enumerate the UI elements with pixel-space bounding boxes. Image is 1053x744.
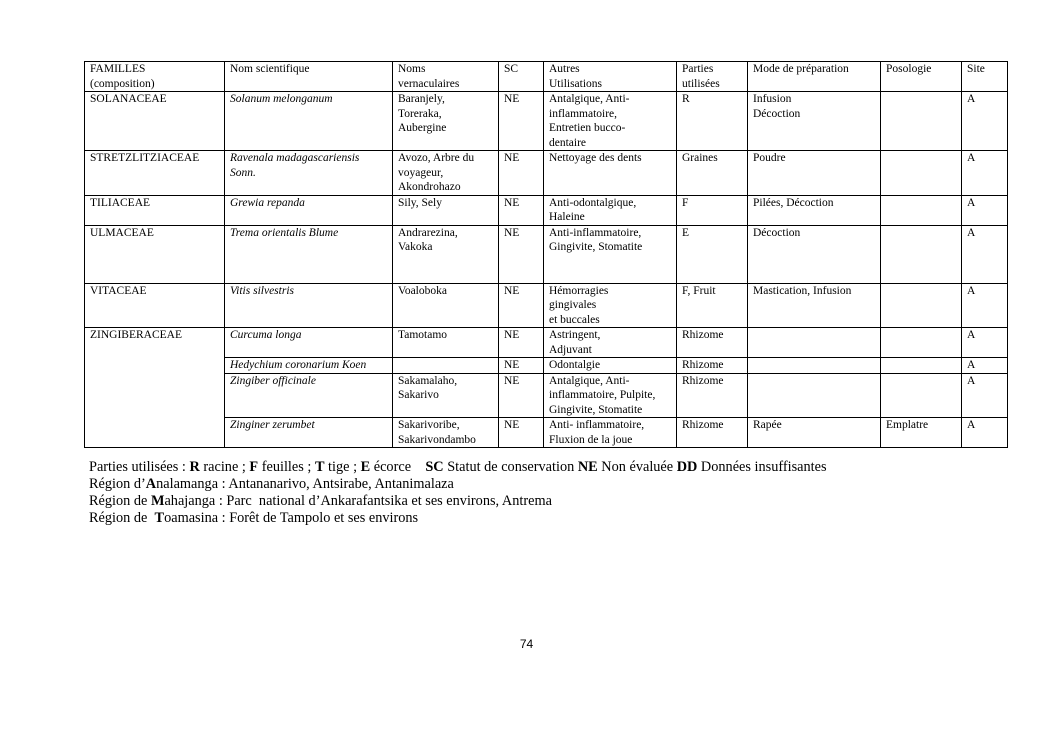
site-cell: A [962,328,1008,358]
site-cell: A [962,151,1008,196]
header-sc: SC [499,62,544,92]
header-familles: FAMILLES (composition) [85,62,225,92]
header-nom-scientifique: Nom scientifique [225,62,393,92]
site-cell: A [962,92,1008,151]
table-row [85,328,1008,358]
uses-cell: Anti- inflammatoire, Fluxion de la joue [544,418,677,448]
site-cell: A [962,195,1008,225]
preparation-cell [748,358,881,374]
famille-cell: SOLANACEAE [85,92,225,151]
sc-cell: NE [499,92,544,151]
famille-cell: VITACEAE [85,283,225,328]
uses-cell: Hémorragies gingivales et buccales [544,283,677,328]
posology-cell [881,151,962,196]
preparation-cell: Mastication, Infusion [748,283,881,328]
page-number: 74 [519,637,534,651]
parts-cell: Rhizome [677,373,748,418]
legend-r-code: R [189,459,200,475]
legend-mahajanga-rest: ahajanga : Parc national d’Ankarafantsika et ses environs, Antrema [164,493,552,509]
plants-table [84,61,1008,448]
uses-cell: Nettoyage des dents [544,151,677,196]
scientific-name-cell: Hedychium coronarium Koen [225,358,393,374]
preparation-cell: Rapée [748,418,881,448]
parts-cell: E [677,225,748,283]
legend-r-text: racine ; [199,459,250,475]
preparation-cell: Poudre [748,151,881,196]
legend-t-text: tige ; [324,459,361,475]
sc-cell: NE [499,151,544,196]
legend-f-code: F [249,459,259,475]
parts-cell: Rhizome [677,328,748,358]
uses-cell: Antalgique, Anti- inflammatoire, Entretien bucco- dentaire [544,92,677,151]
legend-toamasina-initial: T [154,510,165,526]
site-cell: A [962,283,1008,328]
legend-e-text: écorce [370,459,426,475]
legend-sc-text: Statut de conservation [443,459,578,475]
preparation-cell: Infusion Décoction [748,92,881,151]
preparation-cell [748,373,881,418]
posology-cell [881,328,962,358]
table-row [85,283,1008,328]
posology-cell [881,373,962,418]
uses-cell: Astringent, Adjuvant [544,328,677,358]
legend-dd-text: Données insuffisantes [697,459,827,475]
uses-cell: Anti-inflammatoire, Gingivite, Stomatite [544,225,677,283]
table-row [85,225,1008,283]
vernacular-names-cell: Voaloboka [393,283,499,328]
legend-ne-code: NE [577,459,598,475]
famille-cell: TILIACEAE [85,195,225,225]
site-cell: A [962,358,1008,374]
parts-cell: Rhizome [677,418,748,448]
sc-cell: NE [499,373,544,418]
vernacular-names-cell: Avozo, Arbre du voyageur, Akondrohazo [393,151,499,196]
vernacular-names-cell: Sily, Sely [393,195,499,225]
parts-cell: F [677,195,748,225]
legend-mahajanga-line [89,493,827,510]
uses-cell: Antalgique, Anti- inflammatoire, Pulpite, Gingivite, Stomatite [544,373,677,418]
header-autres-utilisations: Autres Utilisations [544,62,677,92]
legend-e-code: E [360,459,371,475]
legend-parties-prefix: Parties utilisées : [89,459,190,475]
site-cell: A [962,373,1008,418]
legend-mahajanga-prefix: Région de [89,493,151,509]
legend-toamasina-prefix: Région de [89,510,155,526]
legend-ne-text: Non évaluée [597,459,677,475]
scientific-name-cell: Ravenala madagascariensis Sonn. [225,151,393,196]
legend-analamanga-line [89,476,827,493]
table-row [85,151,1008,196]
parts-cell: Rhizome [677,358,748,374]
uses-cell: Anti-odontalgique, Haleine [544,195,677,225]
scientific-name-cell: Vitis silvestris [225,283,393,328]
sc-cell: NE [499,283,544,328]
vernacular-names-cell [393,358,499,374]
sc-cell: NE [499,358,544,374]
parts-cell: F, Fruit [677,283,748,328]
table-row [85,195,1008,225]
legend-parties-line [89,459,827,476]
vernacular-names-cell: Tamotamo [393,328,499,358]
sc-cell: NE [499,195,544,225]
posology-cell [881,92,962,151]
header-noms-vernaculaires: Noms vernaculaires [393,62,499,92]
posology-cell: Emplatre [881,418,962,448]
posology-cell [881,283,962,328]
legend [89,459,827,527]
vernacular-names-cell: Andrarezina, Vakoka [393,225,499,283]
legend-analamanga-prefix: Région d’ [89,476,146,492]
sc-cell: NE [499,328,544,358]
site-cell: A [962,418,1008,448]
parts-cell: R [677,92,748,151]
site-cell: A [962,225,1008,283]
legend-dd-code: DD [676,459,698,475]
preparation-cell: Pilées, Décoction [748,195,881,225]
preparation-cell: Décoction [748,225,881,283]
table-row [85,92,1008,151]
posology-cell [881,358,962,374]
scientific-name-cell: Zingiber officinale [225,373,393,418]
legend-analamanga-rest: nalamanga : Antananarivo, Antsirabe, Antanimalaza [156,476,454,492]
header-site: Site [962,62,1008,92]
scientific-name-cell: Curcuma longa [225,328,393,358]
famille-cell: ZINGIBERACEAE [85,328,225,448]
legend-analamanga-initial: A [145,476,157,492]
legend-f-text: feuilles ; [258,459,315,475]
scientific-name-cell: Trema orientalis Blume [225,225,393,283]
table-header-row [85,62,1008,92]
header-mode-preparation: Mode de préparation [748,62,881,92]
vernacular-names-cell: Sakarivoribe, Sakarivondambo [393,418,499,448]
vernacular-names-cell: Baranjely, Toreraka, Aubergine [393,92,499,151]
parts-cell: Graines [677,151,748,196]
preparation-cell [748,328,881,358]
uses-cell: Odontalgie [544,358,677,374]
famille-cell: ULMACEAE [85,225,225,283]
sc-cell: NE [499,225,544,283]
scientific-name-cell: Grewia repanda [225,195,393,225]
legend-sc-code: SC [425,459,444,475]
header-parties-utilisees: Parties utilisées [677,62,748,92]
vernacular-names-cell: Sakamalaho, Sakarivo [393,373,499,418]
legend-toamasina-rest: oamasina : Forêt de Tampolo et ses environs [164,510,419,526]
posology-cell [881,195,962,225]
header-posologie: Posologie [881,62,962,92]
sc-cell: NE [499,418,544,448]
famille-cell: STRETZLITZIACEAE [85,151,225,196]
legend-mahajanga-initial: M [150,493,165,509]
scientific-name-cell: Zinginer zerumbet [225,418,393,448]
legend-t-code: T [314,459,325,475]
legend-toamasina-line [89,510,827,527]
posology-cell [881,225,962,283]
scientific-name-cell: Solanum melonganum [225,92,393,151]
